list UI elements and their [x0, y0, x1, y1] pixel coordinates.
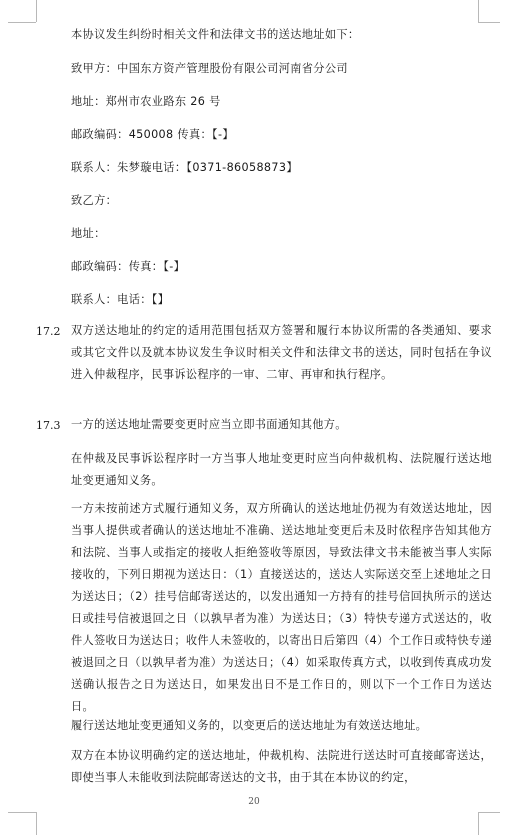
paragraph: 履行送达地址变更通知义务的，以变更后的送达地址为有效送达地址。: [71, 719, 428, 732]
crop-mark: [478, 0, 479, 22]
party-b-name: 致乙方：: [71, 194, 118, 207]
crop-mark: [36, 812, 37, 835]
service-address-intro: 本协议发生纠纷时相关文件和法律文书的送达地址如下：: [71, 28, 360, 41]
crop-mark: [478, 812, 479, 835]
clause-text: 双方送达地址的约定的适用范围包括双方签署和履行本协议所需的各类通知、要求或其它文件以及就本协议发生争议时相关文件和法律文书的送达，同时包括在争议进入仲裁程序，民事诉讼程序的一审、二审、再审和执行程序。: [71, 324, 492, 381]
crop-mark: [478, 22, 500, 23]
party-b-postal-fax: 邮政编码：传真：【-】: [71, 260, 186, 273]
crop-mark: [8, 22, 36, 23]
paragraph: 双方在本协议明确约定的送达地址，仲裁机构、法院进行送达时可直接邮寄送达，即使当事人未能收到法院邮寄送达的文书，由于其在本协议的约定，: [71, 749, 492, 784]
party-a-name: 致甲方：中国东方资产管理股份有限公司河南省分公司: [71, 62, 348, 75]
party-a-postal-fax: 邮政编码：450008 传真：【-】: [71, 128, 234, 141]
page-number: 20: [248, 797, 260, 807]
party-a-address: 地址：郑州市农业路东 26 号: [71, 95, 221, 108]
party-a-contact-phone: 联系人：朱梦璇电话：【0371-86058873】: [71, 161, 298, 174]
paragraph: 在仲裁及民事诉讼程序时一方当事人地址变更时应当向仲裁机构、法院履行送达地址变更通知义务。: [71, 452, 492, 487]
party-b-address: 地址：: [71, 227, 106, 240]
paragraph: 一方未按前述方式履行通知义务，双方所确认的送达地址仍视为有效送达地址，因当事人提供或者确认的送达地址不准确、送达地址变更后未及时依程序告知其他方和法院、当事人或指定的接收人拒绝签收等原因，导致法律文书未能被当事人实际接收的，下列日期视为送达日：（1）直接送达的，送达人实际送交至上述地址之日为送达日；（2）挂号信邮寄送达的，以发出通知一方持有的挂号信回执所示的送达日或挂号信被退回之日（以孰早者为准）为送达日；（3）特快专递方式送达的，收件人签收日为送达日；收件人未签收的，以寄出日后第四（4）个工作日或特快专递被退回之日（以孰早者为准）为送达日；（4）如采取传真方式，以收到传真成功发送确认报告之日为送达日，如果发出日不是工作日的，则以下一个工作日为送达日。: [71, 502, 492, 713]
clause-text: 一方的送达地址需要变更时应当立即书面通知其他方。: [71, 418, 347, 431]
clause-number: 17.3: [36, 419, 61, 432]
crop-mark: [36, 0, 37, 22]
crop-mark: [478, 812, 500, 813]
crop-mark: [8, 812, 36, 813]
clause-number: 17.2: [36, 325, 61, 338]
party-b-contact-phone: 联系人：电话：【】: [71, 293, 170, 306]
